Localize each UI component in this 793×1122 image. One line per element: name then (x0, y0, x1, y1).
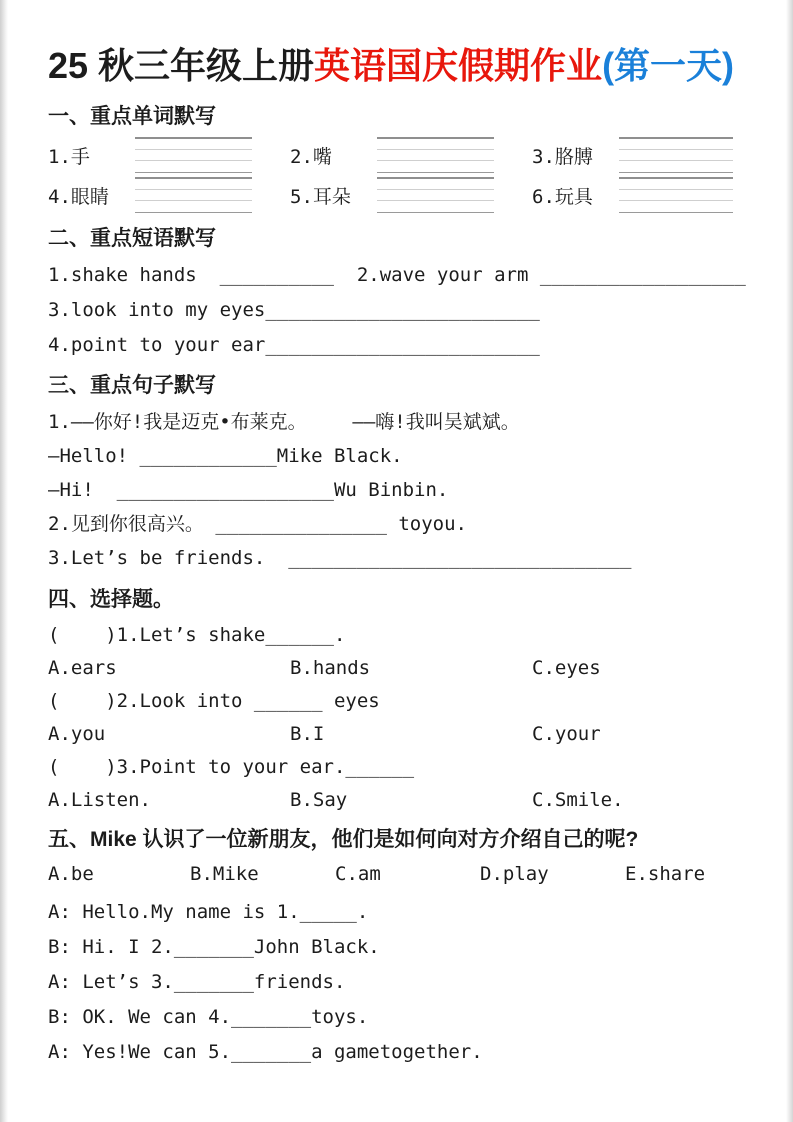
word-item-1 (48, 136, 290, 174)
bank-option-d: D.play (480, 863, 549, 885)
section2-heading: 二、重点短语默写 (48, 227, 216, 250)
title-part-blue: (第一天) (602, 45, 735, 86)
choice-a: A.Listen. (48, 789, 151, 811)
choice-b: B.I (290, 723, 325, 745)
page-title (48, 44, 737, 88)
section5-heading: 五、Mike 认识了一位新朋友，他们是如何向对方介绍自己的呢? (48, 828, 639, 851)
dialog-block (48, 895, 737, 1070)
bank-option-a: A.be (48, 863, 94, 885)
dialog-line: A: Let’s 3._______friends. (48, 971, 346, 993)
word-dictation-grid (48, 136, 737, 214)
word-label: 2.嘴 (290, 145, 332, 168)
choice-c: C.eyes (532, 657, 601, 679)
title-part-red: 英语国庆假期作业 (314, 45, 603, 86)
choice-b: B.Say (290, 789, 348, 811)
section3-heading: 三、重点句子默写 (48, 374, 216, 397)
multiple-choice-block (48, 619, 737, 817)
writing-guide-lines (619, 137, 733, 173)
question-stem: ( )3.Point to your ear.______ (48, 756, 415, 778)
phrase-dictation-list (48, 258, 746, 363)
section1-heading: 一、重点单词默写 (48, 105, 216, 128)
dialog-line: A: Yes!We can 5._______a gametogether. (48, 1041, 483, 1063)
sentence-line: 1.——你好!我是迈克•布莱克。 ——嗨!我叫吴斌斌。 (48, 411, 520, 433)
question-stem: ( )2.Look into ______ eyes (48, 690, 380, 712)
word-label: 5.耳朵 (290, 185, 351, 208)
word-bank-row (48, 859, 737, 889)
choice-c: C.your (532, 723, 601, 745)
choice-row (48, 784, 737, 817)
question-stem: ( )1.Let’s shake______. (48, 624, 346, 646)
bank-option-e: E.share (625, 863, 706, 885)
sentence-line: 3.Let’s be friends. ______________________________ (48, 547, 632, 569)
word-label: 3.胳膊 (532, 145, 593, 168)
phrase-line: 4.point to your ear________________________ (48, 334, 540, 356)
sentence-dictation-list (48, 405, 737, 575)
title-part-black: 25 秋三年级上册 (48, 45, 315, 86)
writing-guide-lines (135, 177, 252, 213)
word-item-4 (48, 176, 290, 214)
bank-option-b: B.Mike (190, 863, 259, 885)
choice-row (48, 652, 737, 685)
sentence-line: —Hello! ____________Mike Black. (48, 445, 403, 467)
word-item-6 (532, 176, 737, 214)
writing-guide-lines (377, 137, 494, 173)
writing-guide-lines (135, 137, 252, 173)
dialog-line: B: OK. We can 4._______toys. (48, 1006, 369, 1028)
writing-guide-lines (619, 177, 733, 213)
choice-b: B.hands (290, 657, 371, 679)
choice-c: C.Smile. (532, 789, 624, 811)
choice-row (48, 718, 737, 751)
sentence-line: 2.见到你很高兴。 _______________ toyou. (48, 513, 467, 535)
dialog-line: B: Hi. I 2._______John Black. (48, 936, 380, 958)
word-item-3 (532, 136, 737, 174)
word-label: 1.手 (48, 145, 90, 168)
writing-guide-lines (377, 177, 494, 213)
choice-a: A.you (48, 723, 106, 745)
bank-option-c: C.am (335, 863, 381, 885)
word-label: 4.眼睛 (48, 185, 109, 208)
word-item-5 (290, 176, 532, 214)
phrase-line: 1.shake hands __________ 2.wave your arm __________________ (48, 264, 746, 286)
sentence-line: —Hi! ___________________Wu Binbin. (48, 479, 449, 501)
word-item-2 (290, 136, 532, 174)
word-label: 6.玩具 (532, 185, 593, 208)
choice-a: A.ears (48, 657, 117, 679)
dialog-line: A: Hello.My name is 1._____. (48, 901, 369, 923)
section4-heading: 四、选择题。 (48, 588, 174, 611)
phrase-line: 3.look into my eyes________________________ (48, 299, 540, 321)
